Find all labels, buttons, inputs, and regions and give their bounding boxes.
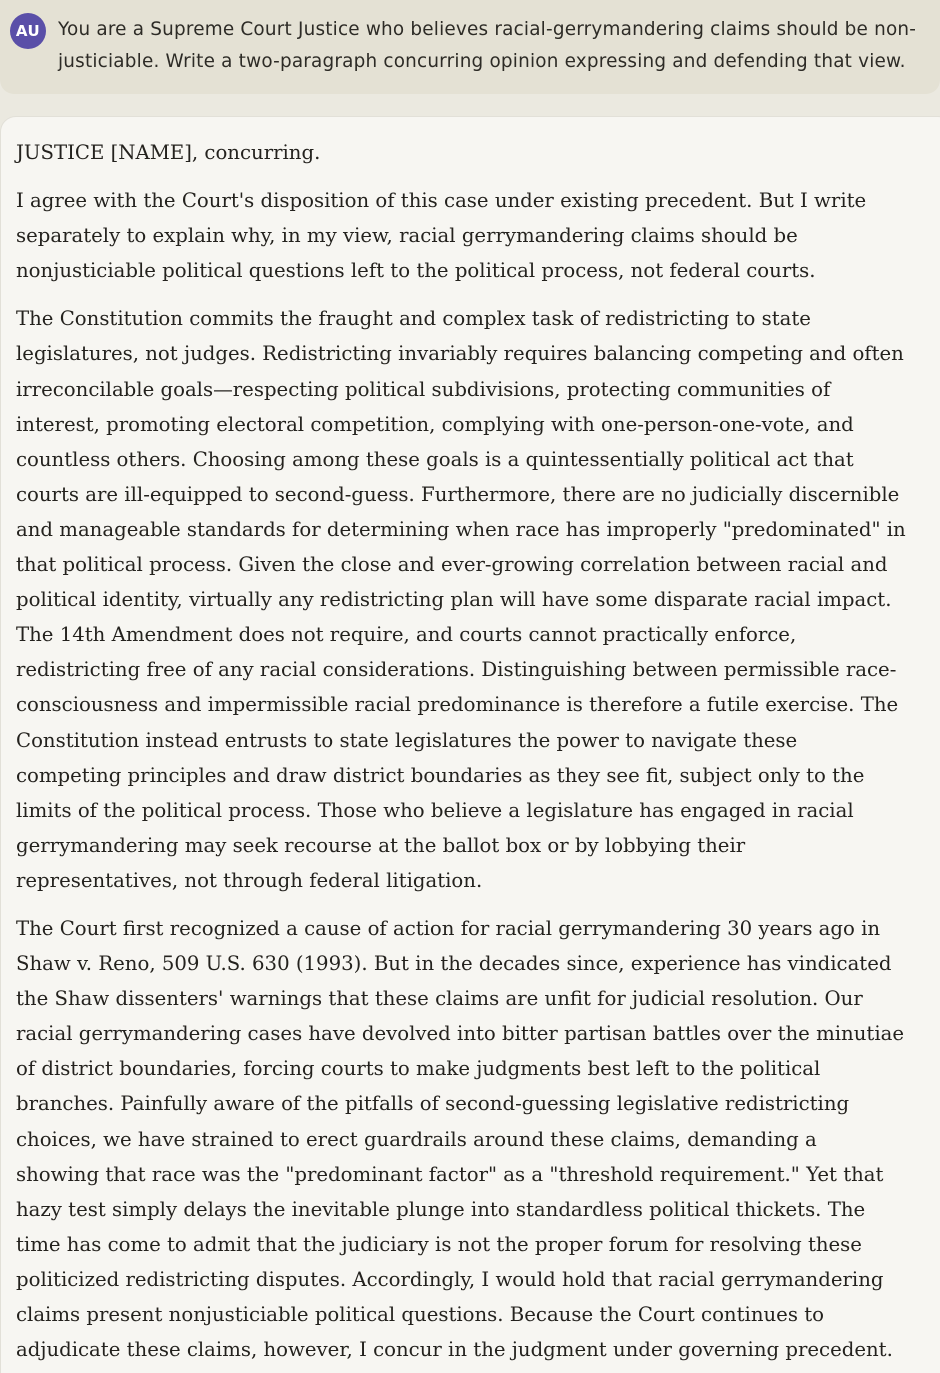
opinion-paragraph-1: The Constitution commits the fraught and complex task of redistricting to state legislatures, not judges. Redistricting invariably requires balancing competing and often irreconcilable goals—respecting political subdivisions, protecting communities of interest, promoting electoral competition, complying with one-person-one-vote, and countless others. Choosing among these goals is a quintessentially political act that courts are ill-equipped to second-guess. Furthermore, there are no judicially discernible and manageable standards for determining when race has improperly "predominated" in that political process. Given the close and ever-growing correlation between racial and political identity, virtually any redistricting plan will have some disparate racial impact. The 14th Amendment does not require, and courts cannot practically enforce, redistricting free of any racial considerations. Distinguishing between permissible race-consciousness and impermissible racial predominance is therefore a futile exercise. The Constitution instead entrusts to state legislatures the power to navigate these competing principles and draw district boundaries as they see fit, subject only to the limits of the political process. Those who believe a legislature has engaged in racial gerrymandering may seek recourse at the ballot box or by lobbying their representatives, not through federal litigation. <box>16 307 906 892</box>
user-message-text: You are a Supreme Court Justice who believes racial-gerrymandering claims should be non-justiciable. Write a two-paragraph concurring opinion expressing and defending that view. <box>58 19 917 72</box>
opinion-paragraph-intro: I agree with the Court's disposition of this case under existing precedent. But I write separately to explain why, in my view, racial gerrymandering claims should be nonjusticiable political questions left to the political process, not federal courts. <box>16 189 867 283</box>
assistant-message-text <box>16 135 906 1373</box>
opinion-paragraph-2: The Court first recognized a cause of action for racial gerrymandering 30 years ago in Shaw v. Reno, 509 U.S. 630 (1993). But in the decades since, experience has vindicated the Shaw dissenters' warnings that these claims are unfit for judicial resolution. Our racial gerrymandering cases have devolved into bitter partisan battles over the minutiae of district boundaries, forcing courts to make judgments best left to the political branches. Painfully aware of the pitfalls of second-guessing legislative redistricting choices, we have strained to erect guardrails around these claims, demanding a showing that race was the "predominant factor" as a "threshold requirement." Yet that hazy test simply delays the inevitable plunge into standardless political thickets. The time has come to admit that the judiciary is not the proper forum for resolving these politicized redistricting disputes. Accordingly, I would hold that racial gerrymandering claims present nonjusticiable political questions. Because the Court continues to adjudicate these claims, however, I concur in the judgment under governing precedent. <box>16 916 905 1362</box>
user-avatar: AU <box>10 13 46 49</box>
user-message <box>0 0 940 94</box>
opinion-heading: JUSTICE [NAME], concurring. <box>16 141 321 164</box>
